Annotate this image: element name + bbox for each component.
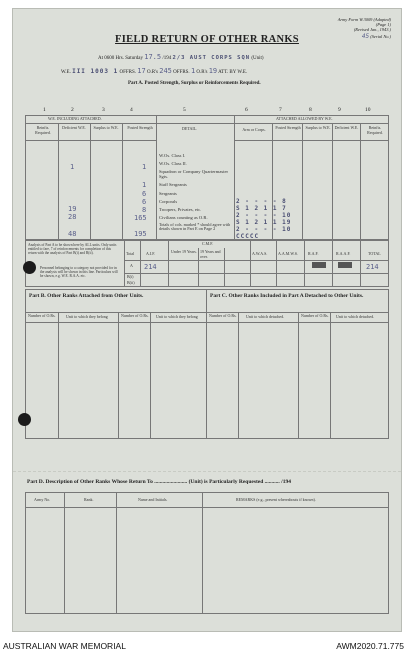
col2-header: Deficient W.E. xyxy=(62,125,86,130)
detail-row: Civilians counting as O.R. xyxy=(159,215,208,220)
col-number: 4 xyxy=(130,107,133,113)
col6-header: Arm or Corps. xyxy=(242,127,266,132)
ors-label: O.R's xyxy=(146,70,158,75)
h-under19: Under 19 Years. xyxy=(171,249,197,254)
we-label: W.E. xyxy=(61,70,71,75)
detail-header: DETAIL. xyxy=(182,126,198,131)
punch-hole xyxy=(23,261,36,274)
part-d-col-rank: Rank. xyxy=(84,497,94,502)
grand-total-value: 214 xyxy=(366,263,379,271)
stamp-row: S 1 2 1 1 19 xyxy=(236,219,292,226)
col-number: 7 xyxy=(279,107,282,113)
ors-value: 245 xyxy=(159,67,172,75)
part-c-col-unit2: Unit to which detached. xyxy=(336,314,375,319)
col8-header: Surplus to W.E. xyxy=(305,125,331,130)
row-bi: B(i) xyxy=(127,274,134,279)
col1-header: Reinfts. Required. xyxy=(35,125,51,135)
aif-total-value: 214 xyxy=(144,263,157,271)
posted-strength-value: 1 xyxy=(142,163,147,171)
attached-stamp-block xyxy=(236,198,291,240)
part-c-col-unit: Unit to which detached. xyxy=(246,314,285,319)
part-d-title-line: Part D. Description of Other Ranks Whose Return To ........................ (Unit) is Particularly Requested ........... /194 xyxy=(27,479,291,485)
deficient-value: 1 xyxy=(70,163,75,171)
col-number: 1 xyxy=(43,107,46,113)
posted-strength-value: 6 xyxy=(142,198,147,206)
analysis-note-2: Personnel belonging to a category not provided for in the analysis will be shown in this line. Particulars will be shown, e.g. W.E. R.A.A. etc. xyxy=(40,266,118,278)
part-a-title: Part A. Posted Strength, Surplus or Reinforcements Required. xyxy=(128,81,261,86)
h-total2: TOTAL xyxy=(368,251,381,256)
unit-stamp: 2/3 AUST CORPS SQN xyxy=(172,55,251,61)
part-c-col-no2: Number of O.Rs. xyxy=(301,313,329,318)
detail-row: W.Os. Class II. xyxy=(159,161,187,166)
part-c-col-no: Number of O.Rs. xyxy=(209,313,237,318)
att-by-we-header: ATTACHED ALLOWED BY W.E. xyxy=(276,116,333,121)
redaction-block xyxy=(312,262,326,268)
detail-row: Sergeants xyxy=(159,191,177,196)
h-over19: 19 Years and over. xyxy=(200,249,221,259)
col4-header: Posted Strength xyxy=(127,125,153,130)
offrs2-value: 1 xyxy=(190,67,196,75)
part-b-col-unit: Unit to which they belong xyxy=(66,314,108,319)
col-number: 5 xyxy=(183,107,186,113)
detail-row: W.Os. Class I. xyxy=(159,153,186,158)
h-aws: A.W.A.S. xyxy=(252,251,268,256)
serial-value: 45 xyxy=(361,33,370,40)
part-b-col-unit2: Unit to which they belong xyxy=(156,314,198,319)
col-number: 9 xyxy=(338,107,341,113)
col7-header: Posted Strength xyxy=(275,125,301,130)
fold-line xyxy=(13,471,401,472)
col3-header: Surplus to W.E. xyxy=(93,125,119,130)
col-number: 8 xyxy=(309,107,312,113)
part-d-col-army-no: Army No. xyxy=(34,497,51,502)
posted-strength-value: 8 xyxy=(142,206,147,214)
archive-name: AUSTRALIAN WAR MEMORIAL xyxy=(3,641,126,651)
offrs-label: OFFRS. xyxy=(119,70,136,75)
form-ref-line1: Army Form W.3009 (Adapted) xyxy=(337,17,391,22)
posted-strength-value: 6 xyxy=(142,190,147,198)
posted-strength-value: 195 xyxy=(134,230,147,238)
col-number: 3 xyxy=(102,107,105,113)
h-aams: A.A.M.W.S. xyxy=(278,251,298,256)
detail-row: Troopers, Privates, etc. xyxy=(159,207,202,212)
offrs2-label: OFFRS. xyxy=(173,70,190,75)
at-value: 0600 xyxy=(104,56,115,61)
part-a-table xyxy=(25,115,389,241)
part-d-table xyxy=(25,492,389,614)
col-number: 2 xyxy=(71,107,74,113)
unit-label: (Unit) xyxy=(251,56,264,61)
h-aif: A.I.F. xyxy=(146,251,156,256)
redaction-block xyxy=(338,262,352,268)
row-bii: B(ii) xyxy=(127,280,135,285)
posted-strength-value: 165 xyxy=(134,214,147,222)
h-raf: R.A.F. xyxy=(308,251,319,256)
analysis-note: Analysis of Part A to be shown here by ALL units. Only units entitled to fare, 7 of reinforcements for completion of this return with the analysis of Part B(i) and B(ii). xyxy=(28,243,117,255)
part-d-title: Part D. Description of Other Ranks Whose Return To xyxy=(27,479,153,485)
offrs-value: 17 xyxy=(137,67,146,75)
att-label: ATT. BY W.E. xyxy=(218,70,248,75)
deficient-value: 19 xyxy=(68,205,77,213)
part-d-col-remarks: REMARKS (e.g., present whereabouts if known). xyxy=(236,497,316,502)
form-page xyxy=(12,8,402,632)
col-number: 6 xyxy=(245,107,248,113)
posted-strength-value: 1 xyxy=(142,181,147,189)
year-label: /194 xyxy=(162,56,172,61)
we-line xyxy=(61,67,247,75)
stamp-row: CCCCC xyxy=(236,233,260,240)
form-ref-line3: (Revised Jan., 1943.) xyxy=(353,27,391,32)
part-b-title: Part B. Other Ranks Attached from Other Units. xyxy=(29,293,144,299)
serial-label: (Serial No.) xyxy=(370,34,391,39)
ors2-label: O.R's xyxy=(196,70,208,75)
part-d-title2: (Unit) is Particularly Requested xyxy=(188,479,264,485)
ors2-value: 19 xyxy=(208,67,218,75)
row-a: A xyxy=(130,263,133,268)
archive-footer xyxy=(0,639,408,653)
col10-header: Reinfts. Required. xyxy=(367,125,383,135)
stamp-row: 2 - - - - 8 xyxy=(236,198,287,205)
time-date-line xyxy=(98,53,264,61)
h-total: Total xyxy=(126,251,135,256)
col-number: 10 xyxy=(365,107,371,113)
form-title: FIELD RETURN OF OTHER RANKS xyxy=(115,34,299,45)
h-cmf: C.M.F. xyxy=(202,241,214,246)
we-value: III 1003 1 xyxy=(72,68,119,75)
at-label: At xyxy=(98,56,103,61)
col9-header: Deficient W.E. xyxy=(334,125,359,130)
detail-row: Totals of cols. marked * should agree with details shown in Part E on Page 2 xyxy=(159,222,231,232)
stamp-row: S 1 2 1 1 7 xyxy=(236,205,287,212)
part-b-col-no2: Number of O.Rs. xyxy=(121,313,149,318)
archive-id: AWM2020.71.775 xyxy=(336,641,404,651)
we-incl-header: W.E. INCLUDING ATTACHED. xyxy=(48,116,102,121)
punch-hole xyxy=(18,413,31,426)
stamp-row: 2 - - - - 10 xyxy=(236,226,292,233)
part-b-c-table xyxy=(25,289,389,439)
part-b-col-no: Number of O.Rs. xyxy=(28,313,56,318)
form-ref-line2: (Page 1) xyxy=(375,22,391,27)
part-d-year: /194 xyxy=(281,479,291,485)
detail-row: Staff Sergeants xyxy=(159,182,187,187)
deficient-value: 48 xyxy=(68,230,77,238)
detail-row: Squadron or Company Quartermaster Sgts. xyxy=(159,169,229,179)
analysis-table xyxy=(25,239,389,287)
h-raaf: R.A.A.F. xyxy=(336,251,351,256)
deficient-value: 28 xyxy=(68,213,77,221)
detail-row: Corporals xyxy=(159,199,178,204)
part-d-col-name: Name and Initials. xyxy=(138,497,168,502)
date-value: 17.5 xyxy=(144,53,162,61)
hrs-saturday-label: Hrs. Saturday xyxy=(115,56,143,61)
stamp-row: 2 - - - - 10 xyxy=(236,212,292,219)
part-c-title: Part C. Other Ranks Included in Part A Detached to Other Units. xyxy=(210,293,364,299)
